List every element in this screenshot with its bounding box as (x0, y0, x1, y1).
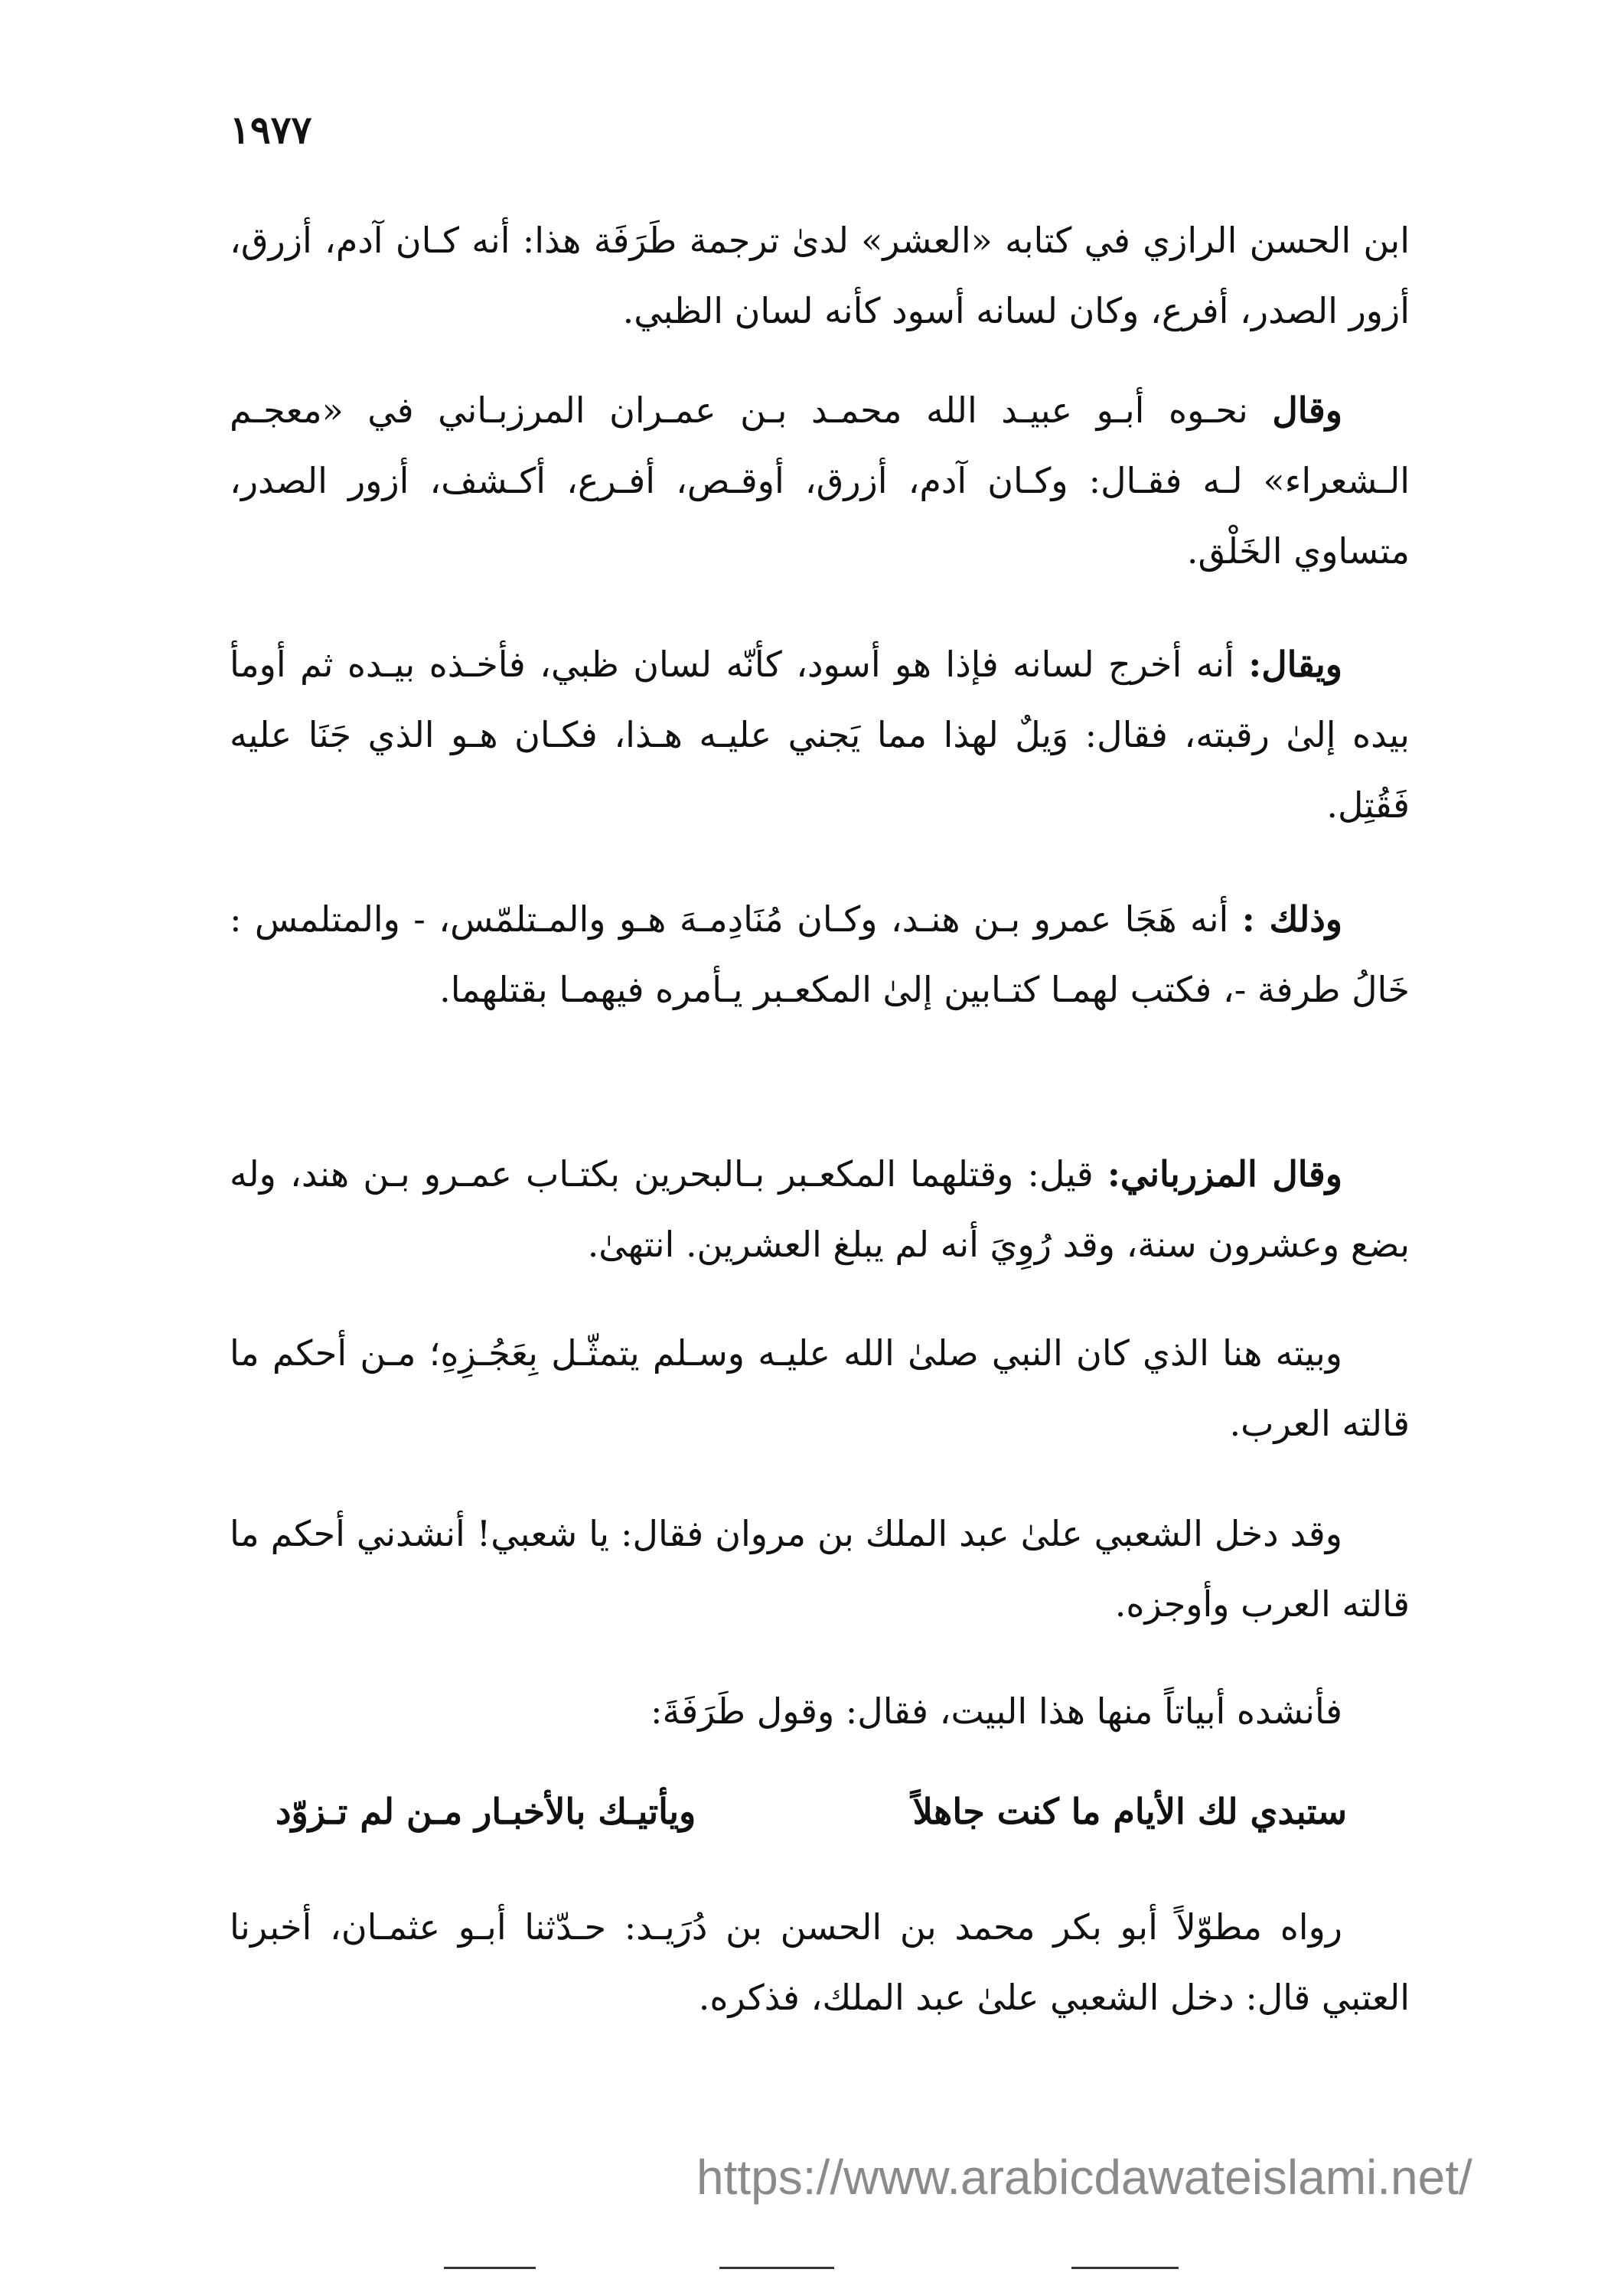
paragraph-text: فأنشده أبياتاً منها هذا البيت، فقال: وقول طَرَفَةَ: (651, 1691, 1342, 1732)
paragraph-lead: ويقال: (1248, 644, 1342, 685)
paragraph-lead: وذلك : (1241, 898, 1342, 940)
watermark-url: https://www.arabicdawateislami.net/ (696, 2150, 1472, 2205)
paragraph-text: أنه هَجَا عمرو بـن هنـد، وكـان مُنَادِمـهَ هـو والمـتلمّس، - والمتلمس : خَالُ طرفة -، فكتب لهمـا كتـابين إلىٰ المكعـبر يـأمره فيهمـا بقتلهما. (230, 898, 1410, 1010)
page-number: ١٩٧٧ (230, 107, 312, 152)
closing-paragraph (230, 1892, 1410, 2033)
paragraph-8 (230, 1676, 1410, 1746)
footer-rule (444, 2267, 536, 2269)
paragraph-text: نحـوه أبـو عبيـد الله محمـد بـن عمـران المرزبـاني في «معجـم الـشعراء» لـه فقـال: وكـان آدم، أزرق، أوقـص، أفـرع، أكـشف، أزور الصدر، متساوي الخَلْق. (230, 390, 1410, 572)
paragraph-lead: وقال (1272, 390, 1342, 431)
paragraph-6 (230, 1318, 1410, 1459)
paragraph-5 (230, 1139, 1410, 1280)
paragraph-1 (230, 205, 1410, 346)
poem-verse (276, 1777, 1347, 1846)
paragraph-text: وقد دخل الشعبي علىٰ عبد الملك بن مروان فقال: يا شعبي! أنشدني أحكم ما قالته العرب وأوجزه. (230, 1513, 1410, 1625)
paragraph-text: وبيته هنا الذي كان النبي صلىٰ الله عليـه وسـلم يتمثّـل بِعَجُـزِهِ؛ مـن أحكم ما قالته العرب. (230, 1332, 1410, 1444)
paragraph-text: رواه مطوّلاً أبو بكر محمد بن الحسن بن دُرَيـد: حـدّثنا أبـو عثمـان، أخبرنا العتبي قال: دخل الشعبي علىٰ عبد الملك، فذكره. (230, 1906, 1410, 2018)
paragraph-text: أنه أخرج لسانه فإذا هو أسود، كأنّه لسان ظبي، فأخـذه بيـده ثم أومأ بيده إلىٰ رقبته، فقال: وَيلٌ لهذا مما يَجني عليـه هـذا، فكـان هـو الذي جَنَا عليه فَقُتِل. (230, 644, 1410, 826)
paragraph-text: قيل: وقتلهما المكعـبر بـالبحرين بكتـاب عمـرو بـن هند، وله بضع وعشرون سنة، وقد رُوِيَ أنه لم يبلغ العشرين. انتهىٰ. (230, 1153, 1410, 1265)
paragraph-text: ابن الحسن الرازي في كتابه «العشر» لدىٰ ترجمة طَرَفَة هذا: أنه كـان آدم، أزرق، أزور الصدر، أفرع، وكان لسانه أسود كأنه لسان الظبي. (230, 220, 1410, 331)
footer-rule (1071, 2267, 1179, 2269)
verse-first-hemistich: ستبدي لك الأيام ما كنت جاهلاً (912, 1791, 1347, 1832)
footer-rule (719, 2267, 834, 2269)
paragraph-lead: وقال المزرباني: (1107, 1153, 1342, 1195)
verse-second-hemistich: ويأتيـك بالأخبـار مـن لم تـزوّد (276, 1791, 696, 1832)
paragraph-4 (230, 884, 1410, 1025)
paragraph-7 (230, 1498, 1410, 1639)
paragraph-3 (230, 629, 1410, 840)
paragraph-2 (230, 375, 1410, 586)
